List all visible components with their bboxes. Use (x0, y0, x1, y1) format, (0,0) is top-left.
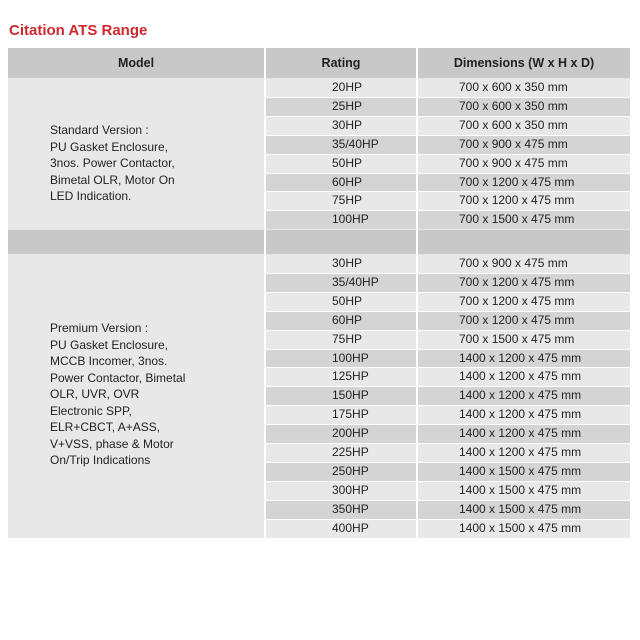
description-line: Bimetal OLR, Motor On (50, 172, 175, 187)
rating-cell: 350HP (332, 501, 369, 516)
header-rating: Rating (266, 48, 416, 78)
rating-cell: 20HP (332, 80, 363, 94)
rating-cell: 125HP (332, 369, 369, 384)
row-stripe (264, 210, 630, 229)
rating-cell: 30HP (332, 256, 363, 270)
rating-cell: 25HP (332, 98, 363, 113)
description-line: 3nos. Power Contactor, (50, 156, 175, 170)
dimension-cell: 1400 x 1200 x 475 mm (459, 350, 582, 365)
rating-cell: 50HP (332, 155, 363, 170)
row-stripe (264, 273, 630, 292)
dimension-cell: 700 x 900 x 475 mm (459, 136, 568, 151)
dimension-cell: 700 x 1200 x 475 mm (459, 193, 575, 208)
row-divider (264, 292, 630, 293)
description-line: OLR, UVR, OVR (50, 387, 140, 401)
row-stripe (264, 135, 630, 154)
page-title: Citation ATS Range (9, 22, 148, 39)
dimension-cell: 1400 x 1200 x 475 mm (459, 445, 582, 459)
dimension-cell: 1400 x 1200 x 475 mm (459, 407, 582, 422)
rating-cell: 225HP (332, 445, 369, 459)
dimension-cell: 1400 x 1200 x 475 mm (459, 369, 582, 384)
dimension-cell: 1400 x 1200 x 475 mm (459, 388, 582, 403)
rating-cell: 30HP (332, 117, 363, 132)
row-divider (264, 330, 630, 331)
description-line: Premium Version : (50, 321, 149, 335)
dimension-cell: 700 x 600 x 350 mm (459, 98, 568, 113)
section-separator (8, 230, 630, 254)
header-dimensions: Dimensions (W x H x D) (418, 48, 630, 78)
column-divider (416, 48, 418, 538)
rating-cell: 75HP (332, 193, 363, 208)
dimension-cell: 700 x 900 x 475 mm (459, 256, 568, 270)
premium-description (50, 320, 185, 469)
description-line: Standard Version : (50, 123, 149, 137)
column-divider (264, 48, 266, 538)
dimension-cell: 700 x 1200 x 475 mm (459, 274, 575, 289)
rating-cell: 250HP (332, 463, 369, 478)
dimension-cell: 1400 x 1500 x 475 mm (459, 463, 582, 478)
rating-cell: 75HP (332, 331, 363, 346)
description-line: LED Indication. (50, 189, 132, 203)
row-divider (264, 273, 630, 274)
rating-cell: 150HP (332, 388, 369, 403)
rating-cell: 100HP (332, 212, 369, 227)
rating-cell: 200HP (332, 426, 369, 441)
description-line: Power Contactor, Bimetal (50, 370, 186, 385)
description-line: PU Gasket Enclosure, (50, 139, 169, 154)
dimension-cell: 700 x 1500 x 475 mm (459, 331, 575, 346)
dimension-cell: 1400 x 1200 x 475 mm (459, 426, 582, 441)
dimension-cell: 700 x 600 x 350 mm (459, 117, 568, 132)
dimension-cell: 700 x 1200 x 475 mm (459, 293, 575, 308)
description-line: PU Gasket Enclosure, (50, 337, 169, 352)
row-divider (264, 154, 630, 155)
rating-cell: 35/40HP (332, 136, 379, 151)
row-stripe (264, 97, 630, 116)
row-stripe (264, 311, 630, 330)
rating-cell: 400HP (332, 520, 369, 535)
rating-cell: 50HP (332, 293, 363, 308)
description-line: On/Trip Indications (50, 453, 151, 467)
standard-description (50, 122, 175, 205)
row-divider (264, 97, 630, 98)
dimension-cell: 700 x 600 x 350 mm (459, 80, 568, 94)
row-stripe (264, 173, 630, 192)
rating-cell: 175HP (332, 407, 369, 422)
description-line: MCCB Incomer, 3nos. (50, 354, 168, 368)
dimension-cell: 1400 x 1500 x 475 mm (459, 520, 582, 535)
description-line: ELR+CBCT, A+ASS, (50, 420, 161, 434)
dimension-cell: 700 x 1200 x 475 mm (459, 174, 575, 189)
rating-cell: 300HP (332, 482, 369, 497)
dimension-cell: 1400 x 1500 x 475 mm (459, 501, 582, 516)
rating-cell: 35/40HP (332, 274, 379, 289)
rating-cell: 60HP (332, 312, 363, 327)
dimension-cell: 1400 x 1500 x 475 mm (459, 482, 582, 497)
row-divider (264, 191, 630, 192)
header-model: Model (8, 48, 264, 78)
row-divider (264, 116, 630, 117)
row-divider (264, 135, 630, 136)
rating-cell: 60HP (332, 174, 363, 189)
rating-cell: 100HP (332, 350, 369, 365)
row-divider (264, 210, 630, 211)
dimension-cell: 700 x 1500 x 475 mm (459, 212, 575, 227)
dimension-cell: 700 x 900 x 475 mm (459, 155, 568, 170)
dimension-cell: 700 x 1200 x 475 mm (459, 312, 575, 327)
row-divider (264, 173, 630, 174)
description-line: V+VSS, phase & Motor (50, 436, 174, 451)
description-line: Electronic SPP, (50, 403, 132, 418)
row-divider (264, 311, 630, 312)
